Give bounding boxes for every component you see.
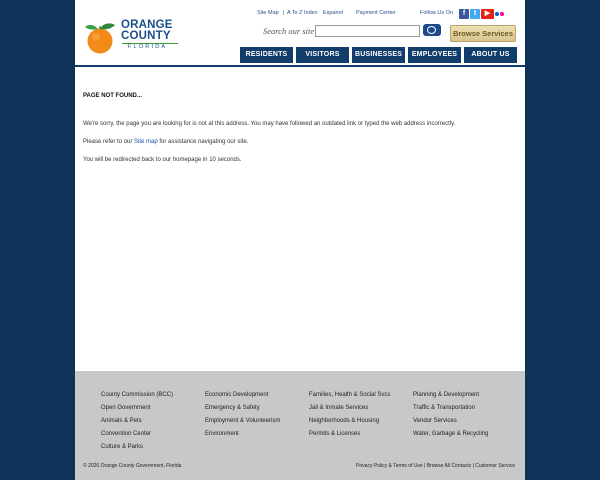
site-header (75, 0, 525, 66)
footer-link[interactable]: County Commission (BCC) (101, 392, 174, 398)
site-map-inline-link[interactable]: Site map (134, 139, 158, 145)
utility-separator: | (283, 10, 285, 16)
nav-visitors[interactable]: VISITORS (296, 47, 349, 63)
payment-center-link[interactable]: Payment Center (356, 10, 396, 16)
orange-county-logo[interactable] (84, 19, 179, 55)
search-label: Search our site (263, 26, 315, 36)
footer-link[interactable]: Environment (205, 431, 239, 437)
footer-link[interactable]: Culture & Parks (101, 444, 144, 450)
nav-businesses[interactable]: BUSINESSES (352, 47, 405, 63)
search-input[interactable] (315, 25, 420, 37)
footer-link[interactable]: Vendor Services (413, 418, 457, 424)
not-found-message: We're sorry, the page you are looking for is not at this address. You may have followed an outdated link or typed the web address incorrectly. (83, 121, 456, 127)
footer-column-3 (309, 392, 391, 444)
page-title: PAGE NOT FOUND... (83, 93, 142, 99)
footer-column-4 (413, 392, 513, 444)
follow-us-label: Follow Us On (420, 10, 454, 16)
site-map-message (83, 139, 248, 145)
footer-link[interactable]: Emergency & Safety (205, 405, 260, 411)
footer-link[interactable]: Planning & Development (413, 392, 480, 398)
site-map-message-prefix: Please refer to our (83, 139, 135, 145)
logo-text-florida: FLORIDA (128, 44, 168, 50)
search-button[interactable] (423, 24, 441, 36)
logo-text-orange: ORANGE (121, 19, 173, 31)
footer-link[interactable]: Traffic & Transportation (413, 405, 476, 411)
footer-link[interactable]: Neighborhoods & Housing (309, 418, 380, 424)
footer-bottom-links[interactable]: Privacy Policy & Terms of Use | Browse All Contacts | Customer Service (356, 463, 515, 469)
nav-employees[interactable]: EMPLOYEES (408, 47, 461, 63)
a-to-z-link[interactable]: A To Z Index (287, 10, 318, 16)
footer-link[interactable]: Employment & Volunteerism (205, 418, 281, 424)
search-icon (427, 26, 436, 34)
footer-link[interactable]: Economic Development (205, 392, 269, 398)
footer-link[interactable]: Animals & Pets (101, 418, 142, 424)
browse-services-button[interactable]: Browse Services (450, 25, 516, 42)
youtube-icon[interactable]: ▶ (481, 9, 494, 19)
page-container (75, 0, 525, 480)
flickr-dot-blue (495, 12, 499, 16)
orange-fruit-icon (84, 21, 120, 55)
facebook-icon[interactable]: f (459, 9, 469, 19)
redirect-message: You will be redirected back to our homepage in 10 seconds. (83, 157, 242, 163)
logo-text-county: COUNTY (121, 30, 171, 42)
footer-column-2 (205, 392, 305, 444)
footer-link[interactable]: Open Government (101, 405, 151, 411)
flickr-dot-pink (500, 12, 504, 16)
twitter-icon[interactable]: t (470, 9, 480, 19)
footer-link[interactable]: Permits & Licenses (309, 431, 361, 437)
nav-residents[interactable]: RESIDENTS (240, 47, 293, 63)
espanol-link[interactable]: Espanol (323, 10, 343, 16)
site-map-link[interactable]: Site Map (257, 10, 279, 16)
footer-link[interactable]: Families, Health & Social Svcs (309, 392, 391, 398)
site-map-message-suffix: for assistance navigating our site. (157, 139, 249, 145)
footer-link[interactable]: Convention Center (101, 431, 152, 437)
header-divider (75, 65, 525, 67)
flickr-icon[interactable] (495, 9, 504, 19)
copyright-text: © 2026 Orange County Government, Florida (83, 463, 182, 469)
footer-link[interactable]: Water, Garbage & Recycling (413, 431, 489, 437)
nav-about-us[interactable]: ABOUT US (464, 47, 517, 63)
footer-link[interactable]: Jail & Inmate Services (309, 405, 369, 411)
site-footer (75, 371, 525, 480)
footer-column-1 (101, 392, 201, 457)
